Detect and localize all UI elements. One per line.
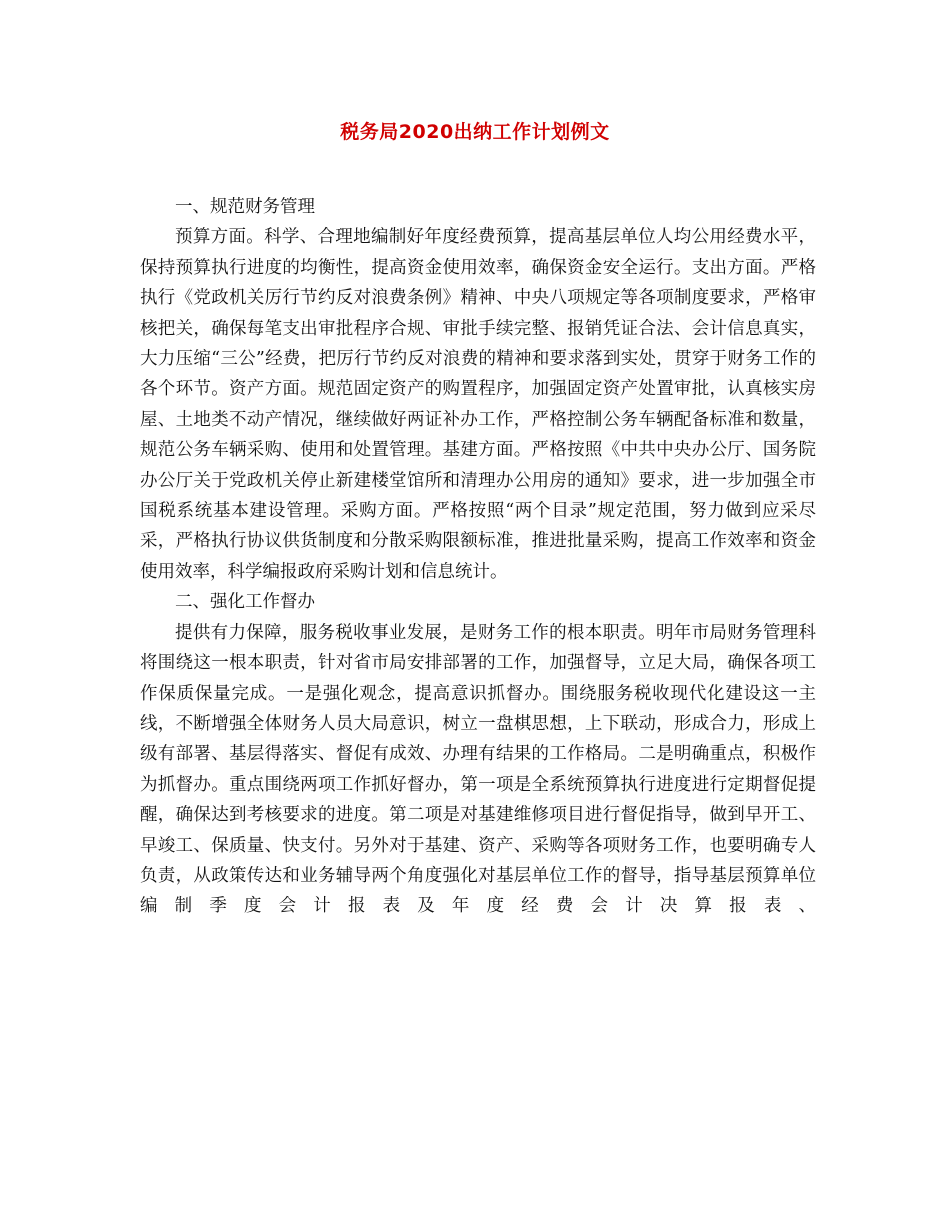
- document-title: 税务局2020出纳工作计划例文: [340, 121, 610, 143]
- section-paragraph-2: 提供有力保障，服务税收事业发展，是财务工作的根本职责。明年市局财务管理科将围绕这一根本职责，针对省市局安排部署的工作，加强督导，立足大局，确保各项工作保质保量完成。一是强化观念，提高意识抓督办。围绕服务税收现代化建设这一主线，不断增强全体财务人员大局意识，树立一盘棋思想，上下联动，形成合力，形成上级有部署、基层得落实、督促有成效、办理有结果的工作格局。二是明确重点，积极作为抓督办。重点围绕两项工作抓好督办，第一项是全系统预算执行进度进行定期督促提醒，确保达到考核要求的进度。第二项是对基建维修项目进行督促指导，做到早开工、早竣工、保质量、快支付。另外对于基建、资产、采购等各项财务工作，也要明确专人负责，从政策传达和业务辅导两个角度强化对基层单位工作的督导，指导基层预算单位编制季度会计报表及年度经费会计决算报表、: [140, 622, 816, 917]
- section-paragraph-1: 预算方面。科学、合理地编制好年度经费预算，提高基层单位人均公用经费水平，保持预算执行进度的均衡性，提高资金使用效率，确保资金安全运行。支出方面。严格执行《党政机关厉行节约反对浪费条例》精神、中央八项规定等各项制度要求，严格审核把关，确保每笔支出审批程序合规、审批手续完整、报销凭证合法、会计信息真实，大力压缩“三公”经费，把厉行节约反对浪费的精神和要求落到实处，贯穿于财务工作的各个环节。资产方面。规范固定资产的购置程序，加强固定资产处置审批，认真核实房屋、土地类不动产情况，继续做好两证补办工作，严格控制公务车辆配备标准和数量，规范公务车辆采购、使用和处置管理。基建方面。严格按照《中共中央办公厅、国务院办公厅关于党政机关停止新建楼堂馆所和清理办公用房的通知》要求，进一步加强全市国税系统基本建设管理。采购方面。严格按照“两个目录”规定范围，努力做到应采尽采，严格执行协议供货制度和分散采购限额标准，推进批量采购，提高工作效率和资金使用效率，科学编报政府采购计划和信息统计。: [140, 227, 816, 582]
- section-heading-1: 一、规范财务管理: [175, 197, 315, 217]
- section-heading-2: 二、强化工作督办: [175, 592, 315, 613]
- document-body: [140, 192, 816, 922]
